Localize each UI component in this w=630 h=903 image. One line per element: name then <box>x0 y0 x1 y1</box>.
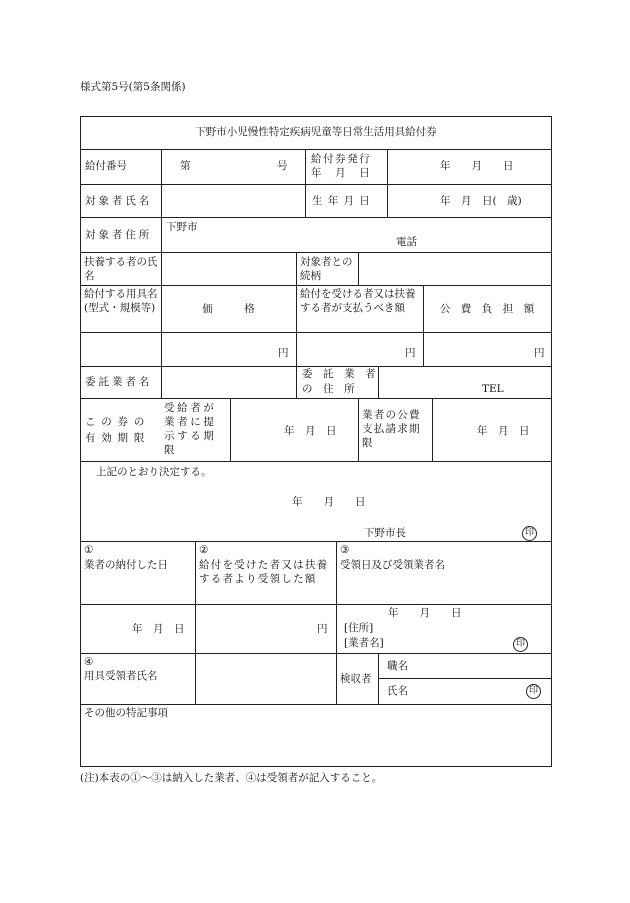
inspector-label: 検収者 <box>340 673 372 685</box>
tel-label: TEL <box>482 383 504 395</box>
public-expense-label: 公 費 負 担 額 <box>439 303 535 315</box>
recipient-address-label: 対象者住所 <box>85 229 153 241</box>
business-address-label: [住所] <box>344 622 374 634</box>
inspector-seal-icon: 印 <box>526 684 541 699</box>
contractor-address-label: 委 託 業 者 <box>302 368 376 380</box>
issue-date-value: 年 月 日 <box>440 160 514 172</box>
receipt-date-value: 年 月 日 <box>388 607 462 619</box>
form-number: 様式第5号(第5条関係) <box>80 81 186 93</box>
business-seal-icon: 印 <box>513 637 528 652</box>
address-city: 下野市 <box>166 221 198 233</box>
birth-date-label: 生年月日 <box>312 195 375 207</box>
recipient-name-label: 対象者氏名 <box>85 195 153 207</box>
form-title: 下野市小児慢性特定疾病児童等日常生活用具給付券 <box>195 126 437 138</box>
receipt-date-business-label: 受領日及び受領業者名 <box>340 559 445 571</box>
frame-top <box>80 116 552 117</box>
business-name-label: [業者名] <box>344 637 384 649</box>
mayor-label: 下野市長 <box>364 527 406 539</box>
birth-date-value: 年 月 日( 歳) <box>440 195 522 207</box>
delivery-date-label: 業者の納付した日 <box>84 559 168 571</box>
decision-date: 年 月 日 <box>292 496 366 508</box>
claim-deadline-value: 年 月 日 <box>477 425 530 437</box>
present-deadline-value: 年 月 日 <box>284 425 337 437</box>
received-amount-label: 給付を受けた者又は扶養する者より受領した額 <box>199 559 329 585</box>
remarks-label: その他の特記事項 <box>84 707 168 719</box>
inspector-post-label: 職名 <box>387 660 408 672</box>
price-label: 価 格 <box>202 303 255 315</box>
inspector-name-label: 氏名 <box>387 685 408 697</box>
frame-bottom <box>80 766 552 767</box>
guardian-name-label: 扶養する者の氏名 <box>84 256 158 282</box>
voucher-number-label: 給付番号 <box>85 160 127 172</box>
present-deadline-label: 受給者が業者に提示する期限 <box>164 402 217 456</box>
relationship-label: 対象者との続柄 <box>300 256 353 282</box>
contractor-name-label: 委託業者名 <box>85 376 153 388</box>
delivery-date-value: 年 月 日 <box>132 623 185 635</box>
issue-date-label: 給付券発行 <box>311 153 372 165</box>
claim-deadline-label: 業者の公費支払請求期限 <box>362 409 421 449</box>
decision-text: 上記のとおり決定する。 <box>96 466 212 478</box>
frame-left <box>80 116 81 767</box>
phone-label: 電話 <box>396 236 417 248</box>
frame-right <box>551 116 552 767</box>
payable-amount-label: 給付を受ける者又は扶養する者が支払うべき額 <box>300 288 416 314</box>
mayor-seal-icon: 印 <box>522 526 537 541</box>
equipment-name-label: 給付する用具名(型式・規模等) <box>84 288 158 314</box>
footer-note: (注)本表の①〜③は納入した業者、④は受領者が記入すること。 <box>80 772 383 784</box>
validity-label: この券の <box>85 416 151 428</box>
equipment-receiver-label: 用具受領者氏名 <box>84 670 158 682</box>
